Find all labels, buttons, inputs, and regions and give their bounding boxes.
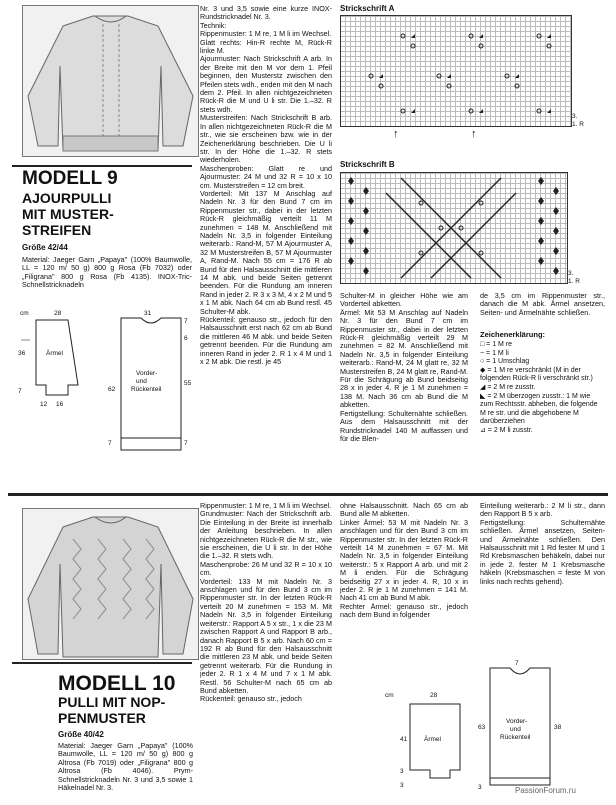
- measure: 55: [184, 380, 192, 387]
- model9-aermel-column: Schulter-M in gleicher Höhe wie am Vorderteil abketten. Ärmel: Mit 53 M Anschlag auf Nadeln Nr. 3 für den Bund 7 cm im Rippenmuster str., dabei in der letzten Rück-R gleichmäßig verteilt 29 M zunehmen = 82 M. Anschließend mit Nadeln Nr. 3,5 in folgender Einteilung weiterarb.: Rand-M, 24 M glatt re, 32 M Musterstreifen B, 24 M glatt re, Rand-M. Für die Schrägung ab Bund beidseitig 28 x in jeder 4. R je 1 M zunehmen = 138 M. Nach 36 cm ab Bund die M abketten. Fertigstellung: Schulternähte schließen. Aus dem Halsausschnitt mit der Rundstricknadel 140 M auffassen und für die Blen-: [340, 291, 468, 443]
- model10-finish-column: Einteilung weiterarb.: 2 M li str., dann den Rapport B 5 x arb. Fertigstellung: Schulternähte schließen. Ärmel ansetzen, Seiten- und Ärmelnähte schließen. Den Halsausschnitt mit 1 Rd fester M und 1 Rd Krebsmaschen behäkeln, dabei nur in jede 2. fester M 1 Krebsmasche häkeln (Krebsmaschen = feste M von links nach rechts gehend).: [480, 501, 605, 586]
- watermark: PassionForum.ru: [515, 786, 576, 795]
- measure: 7: [184, 318, 188, 325]
- model10-subtitle-2: PENMUSTER: [58, 710, 146, 726]
- chart-b-grid: [340, 172, 568, 284]
- model10-size: Größe 40/42: [58, 730, 104, 739]
- measure: 3: [400, 782, 404, 789]
- model10-technik-column: Rippenmuster: 1 M re, 1 M li im Wechsel. Grundmuster: Nach der Strickschrift arb. Die Einteilung in der Breite ist innerhalb der Anleitung beschrieben. In allen nichtgezeichneten Rück-R die M str., wie sie erscheinen, die U li str. In der Höhe die 1.–32. R stets wdh. Maschenprobe: 26 M und 32 R = 10 x 10 cm. Vorderteil: 133 M mit Nadeln Nr. 3 anschlagen und für den Bund 3 cm im Rippenmuster str. In der letzten Rück-R verteilt 20 M zunehmen = 153 M. Mit Nadeln Nr. 3,5 in folgender Einteilung weiterstr.: Rapport A 5 x str., 1 x die 23 M zwischen Rapport A und Rapport B arb., danach Rapport B 5 x arb. Nach 60 cm = 192 R ab Bund für den Halsausschnitt die mittleren 23 M abk. und beide Seiten getrennt weiterarb. Für die Rundung in jeder 2. R 1 x 4 M und 7 x 1 M abk. Restl. 56 Schulter-M nach 65 cm ab Bund abketten. Rückenteil: genauso str., jedoch: [200, 501, 332, 704]
- body-label-2: und: [510, 726, 521, 733]
- chart-a-row-1: 1. R: [572, 121, 584, 128]
- model10-subtitle-1: PULLI MIT NOP-: [58, 694, 166, 710]
- sleeve-label: Ärmel: [46, 350, 63, 357]
- measure: 63: [478, 724, 486, 731]
- measure: 7: [108, 440, 112, 447]
- title-rule-top: [12, 165, 192, 167]
- model9-size: Größe 42/44: [22, 243, 68, 252]
- model9-subtitle-1: AJOURPULLI: [22, 190, 112, 206]
- model9-title: MODELL 9: [22, 168, 118, 189]
- model9-subtitle-3: STREIFEN: [22, 222, 92, 238]
- legend-item: ◣ = 2 M überzogen zusstr.: 1 M wie zum Rechtsstr. abheben, die folgende M re str. und die abgehobene M darüberziehen: [480, 392, 598, 426]
- measure: 31: [144, 310, 152, 317]
- schematic-model10: [340, 660, 610, 800]
- chart-a-title: Strickschrift A: [340, 4, 395, 13]
- legend-title: Zeichenerklärung:: [480, 330, 546, 339]
- legend-item: − = 1 M li: [480, 349, 509, 357]
- model10-title: MODELL 10: [58, 672, 176, 695]
- schematic-cm-label: cm: [385, 692, 394, 699]
- measure: 3: [478, 784, 482, 791]
- body-label-3: Rückenteil: [131, 386, 162, 393]
- body-label-1: Vorder-: [506, 718, 528, 725]
- measure: 12: [40, 401, 48, 408]
- measure: 7: [184, 440, 188, 447]
- title-rule-model10: [12, 662, 192, 664]
- schematic-model9: [16, 310, 196, 460]
- legend: [480, 341, 605, 436]
- measure: 7: [515, 660, 519, 667]
- sleeve-label: Ärmel: [424, 736, 441, 743]
- legend-item: ⊿ = 2 M li zusstr.: [480, 426, 533, 434]
- measure: 36: [18, 350, 26, 357]
- model9-finish-column: de 3,5 cm im Rippenmuster str., danach die M abk. Ärmel ansetzen, Seiten- und Ärmelnähte schließen.: [480, 291, 605, 317]
- measure: 62: [108, 386, 116, 393]
- legend-item: ◢ = 2 M re zusstr.: [480, 383, 536, 391]
- body-label-1: Vorder-: [136, 370, 158, 377]
- measure: 28: [430, 692, 438, 699]
- model9-technik-column: Nr. 3 und 3,5 sowie eine kurze INOX-Rundstricknadel Nr. 3. Technik: Rippenmuster: 1 M re, 1 M li im Wechsel. Glatt rechts: Hin-R rechte M, Rück-R linke M. Ajourmuster: Nach Strickschrift A arb. In der Breite mit den M vor dem 1. Pfeil beginnen, den Musterstz zwischen den Pfeilen stets wdh., enden mit den M nach dem 2. Pfeil. In allen nichtgezeichneten Rück-R die M und U li str. Die 1.–32. R stets wdh. Musterstreifen: Nach Strickschrift B arb. In allen nichtgezeichneten Rück-R die M str., wie sie erscheinen bzw. wie in der Zeichenerklärung beschrieben. Die U li str. In der Höhe die 1.–32. R stets wiederholen. Maschenproben: Glatt re und Ajourmuster: 24 M und 32 R = 10 x 10 cm. Musterstreifen = 12 cm breit. Vorderteil: Mit 137 M Anschlag auf Nadeln Nr. 3 für den Bund 7 cm im Rippenmuster str., dabei in der letzten Rück-R gleichmäßig verteilt 11 M zunehmen = 148 M. Anschließend mit Nadeln Nr. 3,5 in folgender Einteilung weiterarb.: Rand-M, 57 M Ajourmuster A, 32 M Musterstreifen B, 57 M Ajourmuster A, Rand-M. Nach 55 cm = 176 R ab Bund für den Halsausschnitt die mittleren 14 M abk. und beide Seiten getrennt beenden. Für die Rundung am inneren Rand in jeder 2. R 3 x 3 M, 4 x 2 M und 5 x 1 M abk. Nach 64 cm ab Bund restl. 45 Schulter-M abk. Rückenteil: genauso str., jedoch für den Halsausschnitt erst nach 62 cm ab Bund die mittleren 46 M abk. und beide Seiten getrennt beenden. Für die Rundung am inneren Rand in jeder 2. R 1 x 4 M und 1 x 2 M abk. Die restl. je 45: [200, 4, 332, 367]
- model9-subtitle-2: MIT MUSTER-: [22, 206, 114, 222]
- model10-aermel-column: ohne Halsausschnitt. Nach 65 cm ab Bund alle M abketten. Linker Ärmel: 53 M mit Nadeln Nr. 3 anschlagen und für den Bund 3 cm im Rippenmuster str. In der letzten Rück-R verteilt 14 M zunehmen = 67 M. Mit Nadeln Nr. 3,5 in folgender Einteilung weiterstr.: 5 x Rapport A arb. und mit 2 M li enden. Für die Schrägung beidseitig 27 x in jeder 4. R, 10 x in jeder 2. R je 1 M zunehmen = 141 M. Nach 41 cm ab Bund M abk. Rechter Ärmel: genauso str., jedoch nach dem Bund in folgender: [340, 501, 468, 620]
- chart-a-grid: [340, 15, 572, 127]
- measure: 38: [554, 724, 562, 731]
- schematic-cm-label: cm: [20, 310, 29, 317]
- legend-item: ○ = 1 Umschlag: [480, 358, 530, 366]
- sweater-photo-model9: [22, 5, 199, 157]
- model10-material: Material: Jaeger Garn „Papaya" (100% Baumwolle, LL = 120 m/ 50 g) 800 g Altrosa (Fb 7019) oder „Filigrana" 800 g Altrosa (Fb 4046). Prym-Schnellstricknadeln Nr. 3 und 3,5 sowie 1 Häkelnadel Nr. 3.: [58, 741, 193, 793]
- section-divider: [8, 493, 608, 496]
- body-label-2: und: [136, 378, 147, 385]
- sweater-photo-model10: [22, 508, 199, 660]
- legend-item: □ = 1 M re: [480, 341, 513, 348]
- body-label-3: Rückenteil: [500, 734, 531, 741]
- measure: 3: [400, 768, 404, 775]
- measure: 41: [400, 736, 408, 743]
- measure: 6: [184, 335, 188, 342]
- model9-material: Material: Jaeger Garn „Papaya" (100% Baumwolle, LL = 120 m/ 50 g) 800 g Rosa (Fb 7032) oder „Filigrana" 800 g Rosa (Fb 4135). INOX-Tric-Schnellstricknadeln: [22, 255, 192, 290]
- measure: 28: [54, 310, 62, 317]
- chart-a-arrow-right: ↑: [471, 128, 477, 140]
- measure: 16: [56, 401, 64, 408]
- chart-b-title: Strickschrift B: [340, 160, 395, 169]
- legend-item: ◆ = 1 M re verschränkt (M in der folgenden Rück-R li verschränkt str.): [480, 366, 593, 383]
- chart-a-row-3: 3.: [572, 113, 578, 120]
- chart-b-row-1: 1. R: [568, 278, 580, 285]
- measure: 7: [18, 388, 22, 395]
- chart-a-arrow-left: ↑: [393, 128, 399, 140]
- chart-b-row-3: 3.: [568, 270, 574, 277]
